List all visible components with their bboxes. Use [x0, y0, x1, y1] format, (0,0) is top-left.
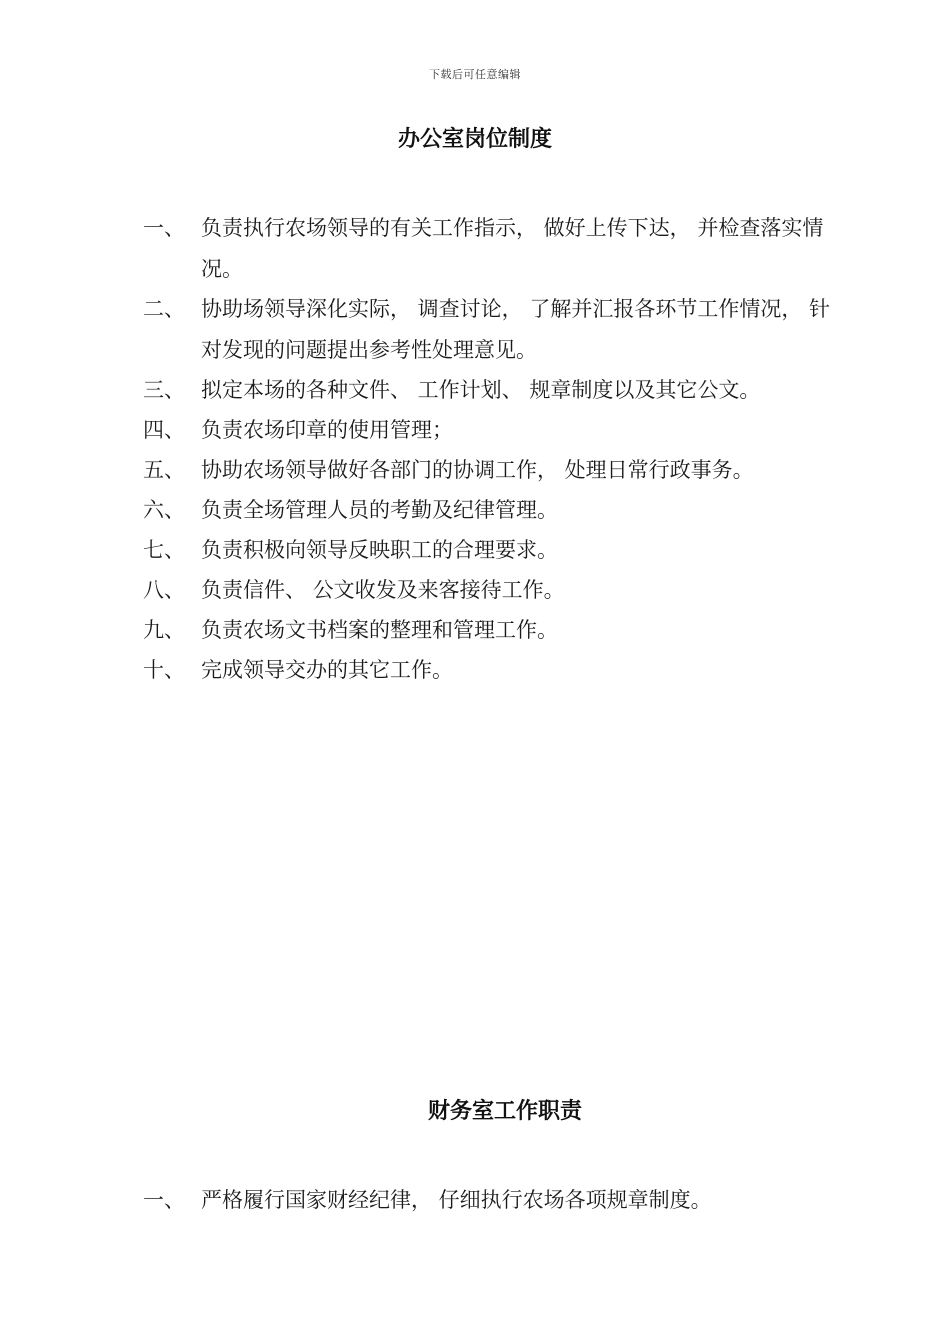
list-item: [143, 1180, 833, 1221]
item-text: 严格履行国家财经纪律， 仔细执行农场各项规章制度。: [201, 1188, 712, 1212]
office-duties-list: [143, 208, 833, 690]
item-number: 五、: [143, 458, 185, 482]
item-number: 三、: [143, 378, 185, 402]
list-item: [143, 530, 833, 571]
item-text: 拟定本场的各种文件、 工作计划、 规章制度以及其它公文。: [201, 378, 761, 402]
item-number: 九、: [143, 618, 185, 642]
item-number: 八、: [143, 578, 185, 602]
header-note: 下载后可任意编辑: [429, 68, 521, 81]
list-item: [143, 208, 833, 290]
finance-section-title: 财务室工作职责: [427, 1099, 582, 1124]
item-text: 负责信件、 公文收发及来客接待工作。: [201, 578, 565, 602]
item-number: 二、: [143, 297, 185, 321]
list-item: [143, 650, 833, 691]
item-text: 协助场领导深化实际， 调查讨论， 了解并汇报各环节工作情况， 针对发现的问题提出参考性处理意见。: [201, 297, 831, 362]
list-item: [143, 570, 833, 611]
item-number: 一、: [143, 216, 185, 240]
list-item: [143, 490, 833, 531]
list-item: [143, 410, 833, 451]
list-item: [143, 450, 833, 491]
item-number: 六、: [143, 498, 185, 522]
item-number: 四、: [143, 418, 185, 442]
item-number: 七、: [143, 538, 185, 562]
item-text: 负责农场文书档案的整理和管理工作。: [201, 618, 558, 642]
list-item: [143, 610, 833, 651]
item-text: 负责全场管理人员的考勤及纪律管理。: [201, 498, 558, 522]
item-number: 一、: [143, 1188, 185, 1212]
item-text: 负责积极向领导反映职工的合理要求。: [201, 538, 558, 562]
list-item: [143, 370, 833, 411]
finance-duties-list: [143, 1180, 833, 1220]
item-text: 负责农场印章的使用管理；: [201, 418, 453, 442]
item-text: 协助农场领导做好各部门的协调工作， 处理日常行政事务。: [201, 458, 754, 482]
item-number: 十、: [143, 658, 185, 682]
office-section-title: 办公室岗位制度: [397, 127, 552, 152]
list-item: [143, 289, 833, 371]
item-text: 负责执行农场领导的有关工作指示， 做好上传下达， 并检查落实情况。: [201, 216, 824, 281]
item-text: 完成领导交办的其它工作。: [201, 658, 453, 682]
